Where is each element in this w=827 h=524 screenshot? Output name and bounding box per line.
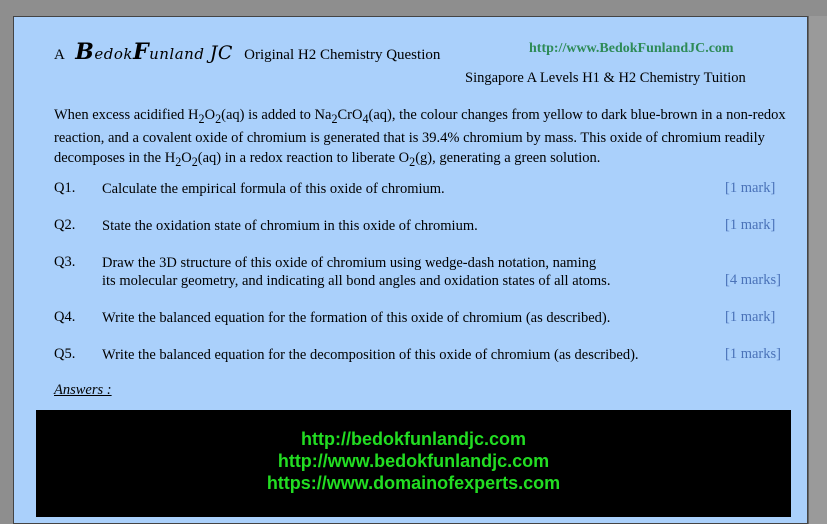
question-number: Q1. [54, 180, 76, 196]
mark-allocation: [1 mark] [725, 180, 776, 196]
answers-box [36, 410, 791, 517]
brand-logo: BedokFunland JC [75, 39, 233, 65]
header-title [54, 39, 440, 65]
link-www-bedokfunlandjc[interactable]: http://www.bedokfunlandjc.com [277, 451, 550, 471]
question-intro: When excess acidified $H_2O_2(aq)$ is added to $Na_2CrO_4(aq)$, the colour changes from yellow to dark blue-brown in a non-redox reaction, and a covalent oxide of chromium is generated that is 39.4% chromium by mass. This oxide of chromium readily decomposes in the $H_2O_2(aq)$ in a redox reaction to liberate $O_2(g)$, generating a green solution. [54, 107, 786, 169]
answers-label: Answers : [54, 382, 112, 398]
site-url[interactable]: http://www.BedokFunlandJC.com [529, 41, 734, 56]
mark-allocation: [1 marks] [725, 346, 781, 362]
question-text: Calculate the empirical formula of this oxide of chromium. [102, 181, 445, 197]
link-bedokfunlandjc[interactable]: http://bedokfunlandjc.com [301, 429, 526, 449]
question-text: State the oxidation state of chromium in this oxide of chromium. [102, 218, 478, 234]
mark-allocation: [4 marks] [725, 272, 781, 288]
question-number: Q5. [54, 346, 76, 362]
question-number: Q3. [54, 254, 76, 270]
window-edge [808, 16, 827, 524]
question-number: Q4. [54, 309, 76, 325]
question-text: Write the balanced equation for the formation of this oxide of chromium (as described). [102, 310, 611, 326]
question-text: Draw the 3D structure of this oxide of chromium using wedge-dash notation, naming [102, 255, 597, 271]
question-sheet [13, 16, 808, 524]
mark-allocation: [1 mark] [725, 309, 776, 325]
question-text: Write the balanced equation for the decomposition of this oxide of chromium (as described). [102, 347, 639, 363]
question-text-continued: its molecular geometry, and indicating all bond angles and oxidation states of all atoms. [102, 273, 611, 289]
tuition-subtitle: Singapore A Levels H1 & H2 Chemistry Tuition [465, 70, 746, 86]
link-domainofexperts[interactable]: https://www.domainofexperts.com [266, 473, 561, 493]
mark-allocation: [1 mark] [725, 217, 776, 233]
header-suffix: Original H2 Chemistry Question [244, 47, 441, 63]
question-number: Q2. [54, 217, 76, 233]
header-prefix: A [54, 47, 65, 63]
